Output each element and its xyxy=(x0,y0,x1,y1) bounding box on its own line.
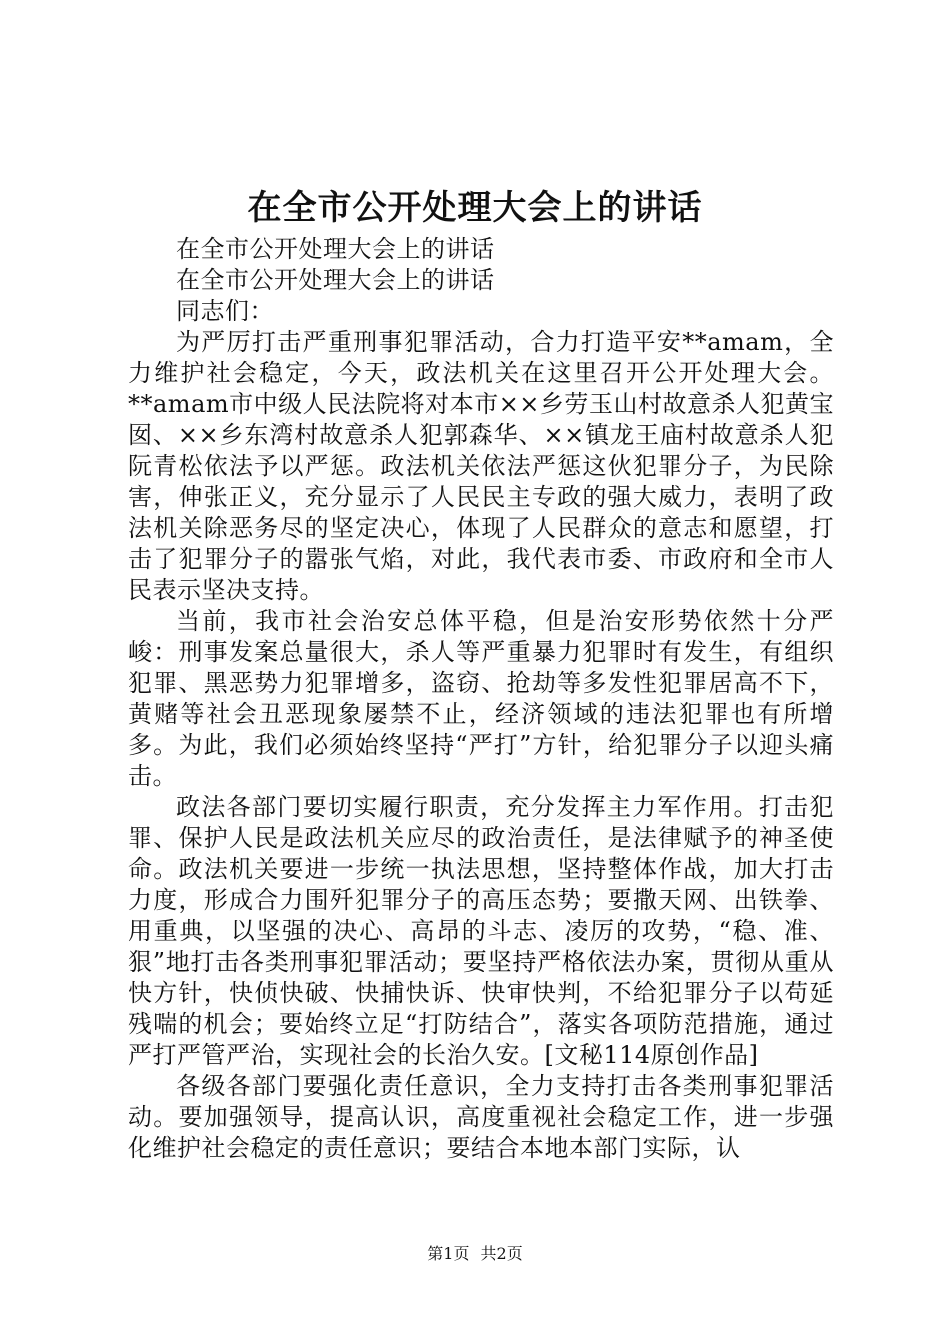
body-paragraph: 各级各部门要强化责任意识，全力支持打击各类刑事犯罪活动。要加强领导，提高认识，高度重视社会稳定工作，进一步强化维护社会稳定的责任意识；要结合本地本部门实际，认 xyxy=(128,1072,834,1162)
body-paragraph: 政法各部门要切实履行职责，充分发挥主力军作用。打击犯罪、保护人民是政法机关应尽的政治责任，是法律赋予的神圣使命。政法机关要进一步统一执法思想，坚持整体作战，加大打击力度，形成合力围歼犯罪分子的高压态势；要撒天网、出铁拳、用重典，以坚强的决心、高昂的斗志、凌厉的攻势，“稳、准、狠”地打击各类刑事犯罪活动；要坚持严格依法办案，贯彻从重从快方针，快侦快破、快捕快诉、快审快判，不给犯罪分子以苟延残喘的机会；要始终立足“打防结合”，落实各项防范措施，通过严打严管严治，实现社会的长治久安。[文秘114原创作品] xyxy=(128,793,834,1069)
salutation: 同志们： xyxy=(176,297,274,325)
page-footer xyxy=(0,1244,950,1264)
body-paragraph: 当前，我市社会治安总体平稳，但是治安形势依然十分严峻：刑事发案总量很大，杀人等严重暴力犯罪时有发生，有组织犯罪、黑恶势力犯罪增多，盗窃、抢劫等多发性犯罪居高不下，黄赌等社会丑恶现象屡禁不止，经济领域的违法犯罪也有所增多。为此，我们必须始终坚持“严打”方针，给犯罪分子以迎头痛击。 xyxy=(128,607,834,790)
body-paragraph: 为严厉打击严重刑事犯罪活动，合力打造平安**amam，全力维护社会稳定，今天，政法机关在这里召开公开处理大会。**amam市中级人民法院将对本市××乡劳玉山村故意杀人犯黄宝囡、××乡东湾村故意杀人犯郭森华、××镇龙王庙村故意杀人犯阮青松依法予以严惩。政法机关依法严惩这伙犯罪分子，为民除害，伸张正义，充分显示了人民民主专政的强大威力，表明了政法机关除恶务尽的坚定决心，体现了人民群众的意志和愿望，打击了犯罪分子的嚣张气焰，对此，我代表市委、市政府和全市人民表示坚决支持。 xyxy=(128,328,834,604)
document-title: 在全市公开处理大会上的讲话 xyxy=(247,188,703,228)
subtitle-line-1: 在全市公开处理大会上的讲话 xyxy=(176,235,495,263)
page-number: 第1页 xyxy=(427,1244,470,1263)
page-total: 共2页 xyxy=(480,1244,523,1263)
subtitle-line-2: 在全市公开处理大会上的讲话 xyxy=(176,266,495,294)
document-body xyxy=(128,234,834,1164)
